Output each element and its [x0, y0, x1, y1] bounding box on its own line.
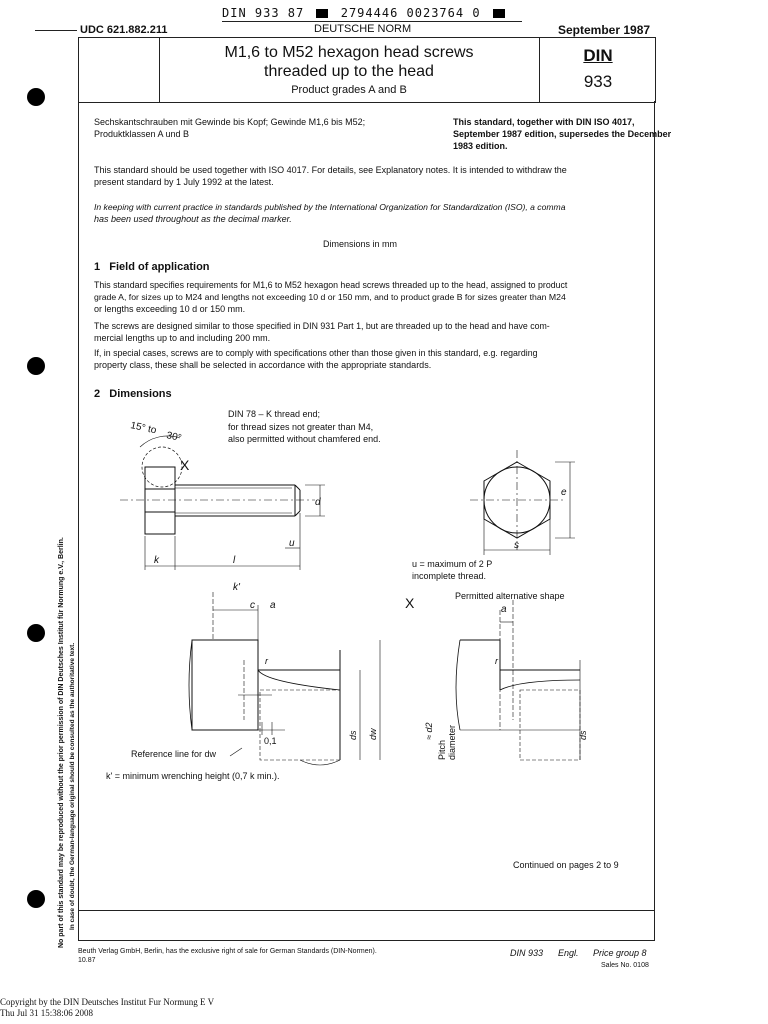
section-1-p1-l1: This standard specifies requirements for M1,6 to M52 hexagon head screws threaded up to the head, assigned to product [94, 280, 568, 290]
label-kprime: k' [233, 582, 240, 593]
title-line-2: threaded up to the head [264, 63, 434, 80]
top-code-right: 0023764 0 [406, 6, 481, 20]
section-1-heading: 1 Field of application [94, 261, 210, 273]
section-1-p2-l1: The screws are designed similar to those specified in DIN 931 Part 1, but are threaded up to the head and have com- [94, 321, 550, 331]
label-c: c [250, 600, 255, 611]
supersedes-note: This standard, together with DIN ISO 4017, September 1987 edition, supersedes the December 1983 edition. [453, 117, 672, 151]
code-block-mark-2 [493, 9, 505, 18]
top-code-underline [222, 21, 522, 22]
section-1-p1-l3: or lengths exceeding 10 d or 150 mm. [94, 304, 246, 314]
title-right-cell-divider [539, 38, 540, 102]
punch-hole-3 [27, 624, 45, 642]
title-subtitle: Product grades A and B [291, 84, 407, 96]
footer-din-ref: DIN 933 [510, 948, 544, 958]
title-text [161, 43, 537, 96]
label-angle-a: 15° to [129, 420, 158, 437]
iso-note-l1: In keeping with current practice in standards published by the International Organization for Standardization (ISO), a comma [94, 202, 566, 212]
label-r-left: r [265, 656, 268, 666]
hexagon-end-view [470, 450, 575, 555]
footer-price-group: Price group 8 [593, 948, 647, 958]
label-angle-b: 30° [165, 430, 183, 445]
punch-hole-2 [27, 357, 45, 375]
screw-side-view [120, 436, 315, 534]
label-ds-right: ds [578, 730, 588, 740]
reference-line-label: Reference line for dw [131, 749, 217, 759]
label-ds-left: ds [348, 730, 358, 740]
usage-note-l1: This standard should be used together with ISO 4017. For details, see Explanatory notes. It is intended to withdraw the [94, 165, 567, 175]
continued-note: Continued on pages 2 to 9 [513, 860, 619, 870]
thread-end-note-l3: also permitted without chamfered end. [228, 434, 381, 444]
top-code-line [222, 6, 522, 20]
section-2-heading: 2 Dimensions [94, 388, 172, 400]
top-code-mid: 2794446 [340, 6, 399, 20]
punch-hole-4 [27, 890, 45, 908]
label-e: e [561, 487, 567, 498]
label-x-main: X [180, 457, 190, 473]
copyright-line-2: Thu Jul 31 15:38:06 2008 [0, 1008, 94, 1018]
header-leading-rule [35, 30, 77, 31]
publisher-note: Beuth Verlag GmbH, Berlin, has the exclusive right of sale for German Standards (DIN-Normen). [78, 948, 377, 955]
punch-hole-1 [27, 88, 45, 106]
page-left-rule [78, 101, 79, 941]
label-d: d [315, 497, 321, 508]
deutsche-norm-label: DEUTSCHE NORM [314, 23, 412, 35]
section-1-p3-l1: If, in special cases, screws are to comply with specifications other than those given in this standard, e.g. regarding [94, 348, 538, 358]
label-x-detail: X [405, 595, 415, 611]
label-approx-d2: ≈ d2 [424, 722, 434, 740]
label-l: l [233, 555, 236, 566]
page-right-rule [654, 101, 655, 941]
issue-date: September 1987 [558, 23, 651, 37]
u-note-l2: incomplete thread. [412, 571, 487, 581]
section-1-p2-l2: mercial lengths up to and including 200 mm. [94, 333, 271, 343]
footer-sales-no: Sales No. 0108 [601, 962, 649, 969]
wrenching-height-note: k' = minimum wrenching height (0,7 k min.). [106, 771, 280, 781]
label-pitch: Pitch [437, 739, 447, 760]
detail-view-right [456, 600, 580, 760]
usage-note-l2: present standard by 1 July 1992 at the latest. [94, 177, 274, 187]
section-1-p1-l2: grade A, for sizes up to M24 and lengths not exceeding 10 d or 150 mm, and to product grade B for sizes greater than M24 [94, 292, 566, 302]
page-bottom-rule-2 [78, 940, 654, 941]
title-left-cell-divider [159, 38, 160, 102]
label-r-right: r [495, 656, 498, 666]
iso-note-l2: has been used throughout as the decimal marker. [94, 214, 292, 224]
label-a-left: a [270, 600, 276, 611]
page-bottom-rule [78, 910, 654, 911]
code-block-mark [316, 9, 328, 18]
udc-label: UDC 621.882.211 [80, 24, 168, 36]
copyright-line-1: Copyright by the DIN Deutsches Institut Fur Normung E V [0, 997, 215, 1007]
title-line-1: M1,6 to M52 hexagon head screws [224, 44, 474, 61]
din-number: 933 [583, 72, 613, 91]
thread-end-note-l1: DIN 78 – K thread end; [228, 409, 321, 419]
label-k: k [154, 555, 159, 566]
footer-lang: Engl. [558, 948, 579, 958]
footer-code: 10.87 [78, 957, 96, 964]
thread-end-note-l2: for thread sizes not greater than M4, [228, 422, 374, 432]
label-s: s [514, 540, 519, 551]
side-note-line-1: No part of this standard may be reproduced without the prior permission of DIN Deutsches Institut für Normung e.V., Berlin. [58, 537, 65, 948]
label-diameter: diameter [447, 724, 457, 760]
din-logo: DIN [583, 46, 613, 65]
side-note-line-2: In case of doubt, the German-language original should be consulted as the authoritative text. [69, 642, 76, 930]
top-code-left: DIN 933 87 [222, 6, 305, 20]
german-title: Sechskantschrauben mit Gewinde bis Kopf; Gewinde M1,6 bis M52; Produktklassen A und B [94, 117, 366, 139]
alt-shape-label: Permitted alternative shape [455, 591, 565, 601]
section-1-p3-l2: property class, these shall be selected in accordance with the appropriate standards. [94, 360, 432, 370]
din-logo-cell [541, 46, 655, 92]
label-u: u [289, 538, 295, 549]
u-note-l1: u = maximum of 2 P [412, 559, 493, 569]
label-dw: dw [368, 728, 378, 740]
label-value-01: 0,1 [264, 736, 277, 746]
label-a-right: a [501, 604, 507, 615]
title-block [78, 37, 656, 103]
dimensions-note: Dimensions in mm [323, 239, 398, 249]
